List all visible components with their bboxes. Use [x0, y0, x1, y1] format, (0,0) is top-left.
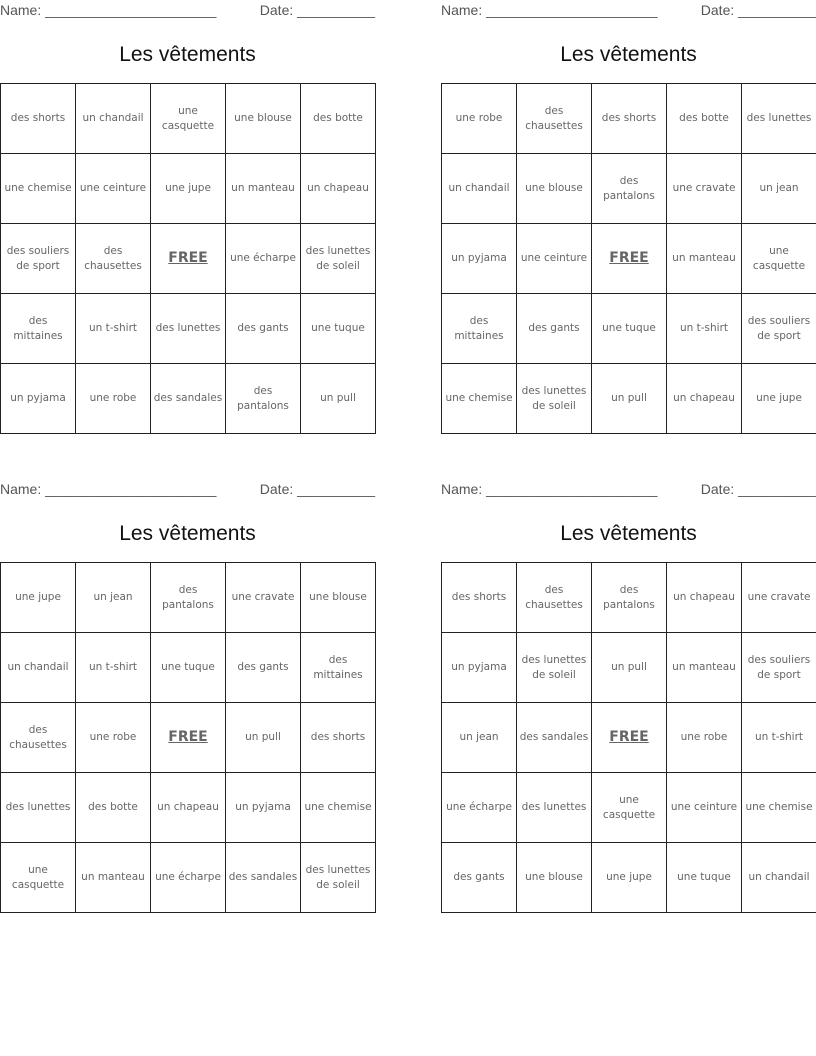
- bingo-cell: une ceinture: [76, 154, 151, 224]
- bingo-row: [442, 294, 816, 364]
- bingo-cell: des souliers de sport: [742, 294, 816, 364]
- bingo-cell: un manteau: [226, 154, 301, 224]
- bingo-cell: des lunettes de soleil: [301, 224, 376, 294]
- bingo-row: [442, 364, 816, 434]
- bingo-cell: une tuque: [151, 633, 226, 703]
- bingo-cell: une ceinture: [667, 773, 742, 843]
- bingo-cell: des mittaines: [1, 294, 76, 364]
- bingo-cell: des mittaines: [301, 633, 376, 703]
- bingo-cell: une tuque: [592, 294, 667, 364]
- bingo-cell: une jupe: [742, 364, 816, 434]
- bingo-row: [1, 294, 376, 364]
- card-title: Les vêtements: [560, 522, 697, 545]
- bingo-row: [442, 563, 816, 633]
- bingo-cell: un chandail: [1, 633, 76, 703]
- name-field-label: Name: ______________________: [0, 481, 217, 497]
- free-space-cell: FREE: [151, 224, 226, 294]
- card-header: [441, 0, 816, 22]
- bingo-cell: une écharpe: [226, 224, 301, 294]
- bingo-cell: une chemise: [301, 773, 376, 843]
- bingo-cell: un manteau: [667, 224, 742, 294]
- bingo-cell: une blouse: [517, 843, 592, 913]
- bingo-row: [1, 224, 376, 294]
- bingo-cell: une cravate: [226, 563, 301, 633]
- bingo-cell: une jupe: [1, 563, 76, 633]
- bingo-cell: des gants: [517, 294, 592, 364]
- bingo-row: [442, 154, 816, 224]
- bingo-cell: une ceinture: [517, 224, 592, 294]
- bingo-cell: un t-shirt: [667, 294, 742, 364]
- bingo-cell: un t-shirt: [76, 633, 151, 703]
- bingo-row: [1, 773, 376, 843]
- bingo-cell: un pull: [226, 703, 301, 773]
- bingo-cell: des pantalons: [592, 154, 667, 224]
- bingo-cell: des chausettes: [1, 703, 76, 773]
- bingo-cell: des chausettes: [517, 84, 592, 154]
- bingo-cell: un chapeau: [667, 364, 742, 434]
- bingo-cell: un pyjama: [226, 773, 301, 843]
- bingo-cell: une casquette: [151, 84, 226, 154]
- bingo-cell: un pyjama: [1, 364, 76, 434]
- bingo-cell: un manteau: [667, 633, 742, 703]
- bingo-cell: un pull: [301, 364, 376, 434]
- bingo-row: [1, 633, 376, 703]
- bingo-card: [441, 0, 816, 412]
- bingo-cell: des mittaines: [442, 294, 517, 364]
- bingo-cell: des botte: [667, 84, 742, 154]
- free-space-cell: FREE: [151, 703, 226, 773]
- date-field-label: Date: __________: [700, 481, 816, 497]
- bingo-cell: un pyjama: [442, 633, 517, 703]
- bingo-cell: des shorts: [442, 563, 517, 633]
- bingo-cell: un chandail: [76, 84, 151, 154]
- bingo-cell: des pantalons: [592, 563, 667, 633]
- bingo-cell: une chemise: [1, 154, 76, 224]
- bingo-row: [1, 154, 376, 224]
- bingo-cell: des lunettes: [1, 773, 76, 843]
- bingo-cell: un chapeau: [301, 154, 376, 224]
- bingo-cell: un pull: [592, 364, 667, 434]
- bingo-cell: une robe: [442, 84, 517, 154]
- bingo-cell: une jupe: [592, 843, 667, 913]
- bingo-cell: des lunettes de soleil: [517, 633, 592, 703]
- bingo-cell: un t-shirt: [76, 294, 151, 364]
- bingo-cell: un chapeau: [667, 563, 742, 633]
- bingo-cell: une robe: [76, 703, 151, 773]
- bingo-cell: un manteau: [76, 843, 151, 913]
- bingo-cell: une blouse: [226, 84, 301, 154]
- bingo-cell: une chemise: [742, 773, 816, 843]
- bingo-cell: des gants: [226, 294, 301, 364]
- bingo-row: [1, 84, 376, 154]
- bingo-cell: un t-shirt: [742, 703, 816, 773]
- bingo-card: [441, 479, 816, 883]
- name-field-label: Name: ______________________: [0, 2, 217, 18]
- date-field-label: Date: __________: [259, 481, 375, 497]
- bingo-cell: des chausettes: [76, 224, 151, 294]
- bingo-row: [442, 773, 816, 843]
- bingo-cell: une jupe: [151, 154, 226, 224]
- bingo-card: [0, 0, 375, 412]
- bingo-row: [442, 84, 816, 154]
- bingo-cell: des shorts: [592, 84, 667, 154]
- bingo-cell: des lunettes de soleil: [517, 364, 592, 434]
- bingo-row: [442, 843, 816, 913]
- bingo-cell: une tuque: [667, 843, 742, 913]
- bingo-cell: un chapeau: [151, 773, 226, 843]
- bingo-cell: des sandales: [151, 364, 226, 434]
- bingo-cell: une robe: [667, 703, 742, 773]
- bingo-row: [1, 703, 376, 773]
- bingo-row: [442, 224, 816, 294]
- bingo-cell: des botte: [76, 773, 151, 843]
- name-field-label: Name: ______________________: [441, 2, 658, 18]
- bingo-cell: des lunettes: [517, 773, 592, 843]
- bingo-cell: des shorts: [301, 703, 376, 773]
- bingo-card: [0, 479, 375, 891]
- bingo-cell: des shorts: [1, 84, 76, 154]
- bingo-cell: des botte: [301, 84, 376, 154]
- bingo-cell: un jean: [742, 154, 816, 224]
- bingo-cell: des lunettes: [151, 294, 226, 364]
- bingo-cell: une robe: [76, 364, 151, 434]
- bingo-cell: des lunettes de soleil: [301, 843, 376, 913]
- bingo-cell: une blouse: [301, 563, 376, 633]
- bingo-cell: un jean: [442, 703, 517, 773]
- bingo-cell: une casquette: [1, 843, 76, 913]
- bingo-row: [1, 843, 376, 913]
- card-header: [441, 479, 816, 501]
- bingo-cell: des pantalons: [151, 563, 226, 633]
- bingo-grid: [441, 562, 816, 913]
- bingo-row: [442, 633, 816, 703]
- bingo-row: [442, 703, 816, 773]
- bingo-grid: [0, 83, 376, 434]
- free-space-cell: FREE: [592, 703, 667, 773]
- bingo-cell: un chandail: [742, 843, 816, 913]
- card-title: Les vêtements: [560, 43, 697, 66]
- bingo-cell: des lunettes: [742, 84, 816, 154]
- bingo-cell: des pantalons: [226, 364, 301, 434]
- bingo-cell: des gants: [226, 633, 301, 703]
- bingo-cell: une tuque: [301, 294, 376, 364]
- bingo-cell: un pull: [592, 633, 667, 703]
- card-header: [0, 479, 375, 501]
- bingo-cell: une casquette: [742, 224, 816, 294]
- card-header: [0, 0, 375, 22]
- card-title: Les vêtements: [119, 522, 256, 545]
- bingo-cell: une écharpe: [151, 843, 226, 913]
- bingo-cell: un chandail: [442, 154, 517, 224]
- bingo-cell: des sandales: [226, 843, 301, 913]
- bingo-cell: un pyjama: [442, 224, 517, 294]
- bingo-cell: une blouse: [517, 154, 592, 224]
- bingo-cell: une écharpe: [442, 773, 517, 843]
- bingo-cell: une chemise: [442, 364, 517, 434]
- bingo-row: [1, 364, 376, 434]
- free-space-cell: FREE: [592, 224, 667, 294]
- bingo-cell: un jean: [76, 563, 151, 633]
- bingo-cell: des souliers de sport: [742, 633, 816, 703]
- bingo-grid: [441, 83, 816, 434]
- date-field-label: Date: __________: [259, 2, 375, 18]
- bingo-cell: une casquette: [592, 773, 667, 843]
- bingo-cell: des gants: [442, 843, 517, 913]
- bingo-grid: [0, 562, 376, 913]
- bingo-cell: des souliers de sport: [1, 224, 76, 294]
- bingo-cell: des sandales: [517, 703, 592, 773]
- bingo-cell: une cravate: [667, 154, 742, 224]
- bingo-cell: des chausettes: [517, 563, 592, 633]
- bingo-row: [1, 563, 376, 633]
- name-field-label: Name: ______________________: [441, 481, 658, 497]
- date-field-label: Date: __________: [700, 2, 816, 18]
- card-title: Les vêtements: [119, 43, 256, 66]
- bingo-cell: une cravate: [742, 563, 816, 633]
